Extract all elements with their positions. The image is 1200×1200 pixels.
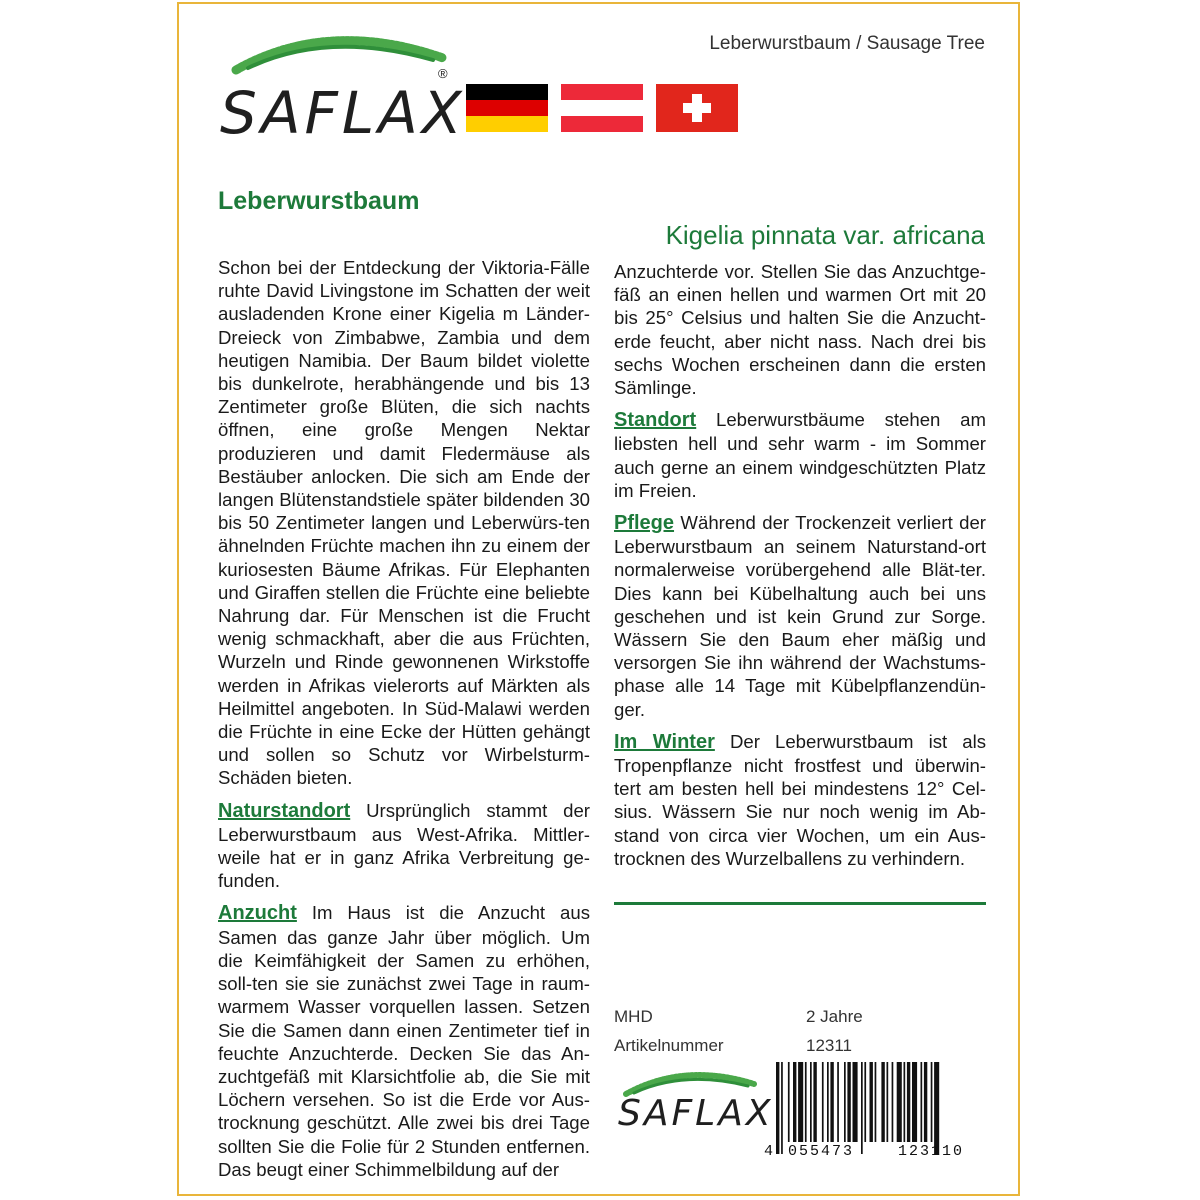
page-title: Leberwurstbaum (218, 187, 420, 215)
intro-paragraph: Schon bei der Entdeckung der Viktoria-Fälle ruhte David Livingstone im Schatten der weit ausladenden Krone einer Kigelia m Länder-Dreieck von Zimbabwe, Zambia und dem heutigen Namibia. Der Baum bildet violette bis dunkelrote, herabhängende und bis 13 Zentimeter große Blüten, die sich nachts öffnen, eine große Mengen Nektar produzieren und damit Fledermäuse als Bestäuber anlocken. Die sich am Ende der langen Blütenstandstiele später bildenden 30 bis 50 Zentimeter langen und Leberwürs-ten ähnelnden Früchte machen ihn zu einem der kuriosesten Bäume Afrikas. Für Elephanten und Giraffen stellen die Früchte eine beliebte Nahrung dar. Für Menschen ist die Frucht wenig schmackhaft, aber die aus Früchten, Wurzeln und Rinde gewonnenen Wirkstoffe werden in Afrikas vielerorts auf Märkten als Heilmittel angeboten. In Süd-Malawi werden die Früchte in eine Ecke der Hütten gehängt und sollen so Schutz vor Wirbelsturm-Schäden bieten. (218, 257, 590, 789)
standort-heading: Standort (614, 409, 697, 432)
barcode-left-digits: 055473 (788, 1143, 855, 1160)
pflege-heading: Pflege (614, 512, 675, 535)
mhd-label: MHD (614, 1007, 653, 1026)
article-row (614, 1036, 853, 1056)
mhd-row (614, 1007, 863, 1027)
anzucht-heading: Anzucht (218, 902, 297, 925)
article-value: 12311 (806, 1036, 853, 1055)
brand-logo (218, 28, 466, 147)
article-label: Artikelnummer (614, 1036, 724, 1055)
mhd-value: 2 Jahre (806, 1007, 863, 1026)
pflege-text: Während der Trockenzeit verliert der Leberwurstbaum an seinem Naturstand-ort normalerweise vorübergehend alle Blät-ter. Dies kann bei Kübelhaltung auch bei uns geschehen und ist kein Grund zur Sorge. Wässern Sie den Baum eher mäßig und versorgen Sie ihn während der Wachstums-phase alle 14 Tage mit Kübelpflanzendün-ger. (614, 512, 986, 720)
left-column (218, 256, 590, 1190)
barcode-lead-digit: 4 (764, 1143, 774, 1160)
winter-text: Der Leberwurstbaum ist als Tropenpflanze nicht frostfest und überwin-tert am besten hell bei mindestens 12° Cel-sius. Wässern Sie nur noch wenig im Ab-stand von circa vier Wochen, um ein Aus-trocknen des Wurzelballens zu verhindern. (614, 730, 987, 869)
registered-mark: ® (438, 66, 448, 81)
right-column (614, 260, 986, 879)
section-divider (614, 902, 986, 905)
naturstandort-heading: Naturstandort (218, 799, 351, 822)
brand-logo-small (614, 1066, 774, 1136)
standort-paragraph (614, 408, 986, 502)
brand-name-small: SAFLAX (618, 1093, 774, 1134)
winter-heading: Im Winter (614, 730, 715, 753)
pflege-paragraph (614, 511, 986, 721)
naturstandort-text: Ursprünglich stammt der Leberwurstbaum aus West-Afrika. Mittler-weile hat er in ganz Afrika Verbreitung ge-funden. (218, 799, 590, 892)
barcode-right-digits: 123110 (898, 1143, 965, 1160)
anzucht-text: Im Haus ist die Anzucht aus Samen das ganze Jahr über möglich. Um die Keimfähigkeit der Samen zu erhöhen, soll-ten sie sie zunächst zwei Tage in raum-warmem Wasser vorquellen lassen. Setzen Sie die Samen dann einen Zentimeter tief in feuchte Anzuchterde. Decken Sie das An-zuchtgefäß mit Klarsichtfolie ab, die Sie mit Löchern versehen. So ist die Erde vor Aus-trocknung geschützt. Alle zwei bis drei Tage sollten Sie die Folie für 2 Stunden entfernen. Das beugt einer Schimmelbildung auf der (218, 902, 590, 1180)
naturstandort-paragraph (218, 799, 590, 893)
latin-name: Kigelia pinnata var. africana (665, 220, 985, 250)
germany-flag-icon (466, 84, 548, 132)
standort-text: Leberwurstbäume stehen am liebsten hell und sehr warm - im Sommer auch gerne an einem windgeschützten Platz im Freien. (614, 409, 986, 501)
header-title: Leberwurstbaum / Sausage Tree (709, 33, 985, 54)
switzerland-flag-icon (656, 84, 738, 132)
winter-paragraph (614, 730, 986, 870)
anzucht-continued: Anzuchterde vor. Stellen Sie das Anzuchtge-fäß an einen hellen und warmen Ort mit 20 bis 25° Celsius und halten Sie die Anzucht-erde feucht, aber nicht nass. Nach drei bis sechs Wochen erscheinen dann die ersten Sämlinge. (614, 261, 986, 399)
anzucht-paragraph (218, 901, 590, 1180)
brand-name: SAFLAX (220, 79, 466, 147)
austria-flag-icon (561, 84, 643, 132)
